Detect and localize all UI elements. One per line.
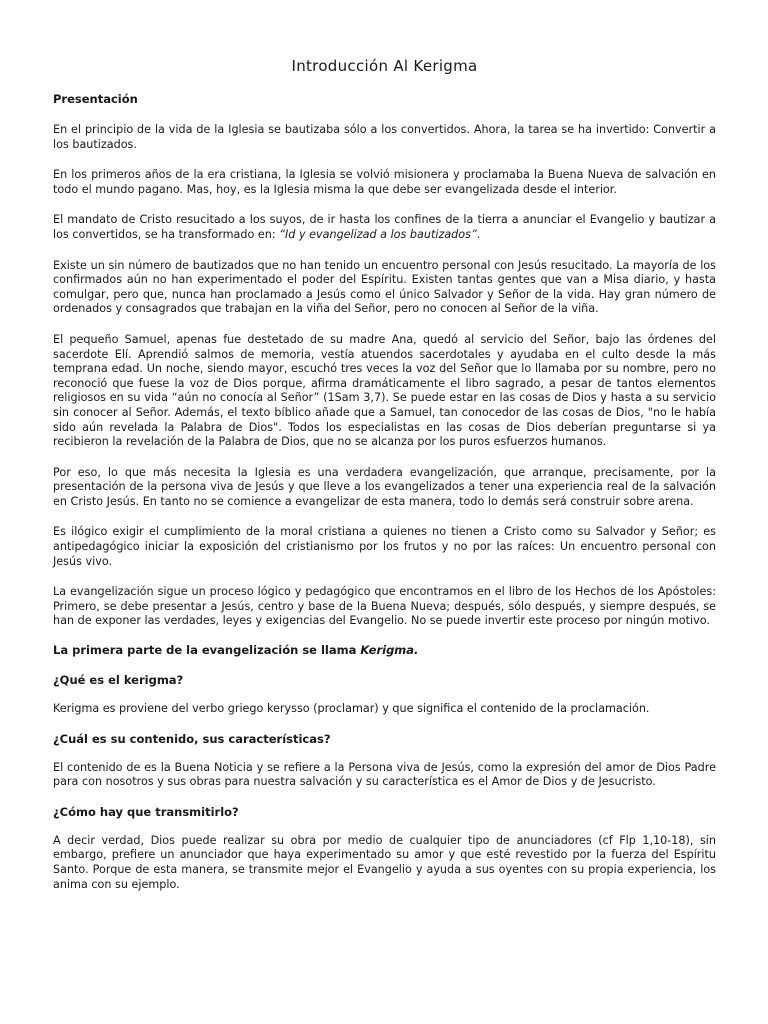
answer-transmitir: A decir verdad, Dios puede realizar su obra por medio de cualquier tipo de anunciadores (cf Flp 1,10-18), sin embargo, prefiere un anunciador que haya experimentado su amor y que esté revestido por la fuerza del Espíritu Santo. Porque de esta manera, se transmite mejor el Evangelio y ayuda a sus oyentes con su propia experiencia, los anima con su ejemplo. xyxy=(53,833,716,891)
paragraph-4: Existe un sin número de bautizados que no han tenido un encuentro personal con Jesús resucitado. La mayoría de los confirmados aún no han experimentado el poder del Espíritu. Existen tantas gentes que van a Misa diario, y hasta comulgar, pero que, nunca han proclamado a Jesús como el único Salvador y Señor de la vida. Hay gran número de ordenados y consagrados que trabajan en la viña del Señor, pero no conocen al Señor de la viña. xyxy=(53,258,716,316)
paragraph-8: La evangelización sigue un proceso lógico y pedagógico que encontramos en el libro de los Hechos de los Apóstoles: Primero, se debe presentar a Jesús, centro y base de la Buena Nueva; después, sólo después, y siempre después, se han de exponer las verdades, leyes y exigencias del Evangelio. No se puede invertir este proceso por ningún motivo. xyxy=(53,585,716,628)
document-title: Introducción Al Kerigma xyxy=(291,57,478,75)
answer-que-es: Kerigma es proviene del verbo griego kerysso (proclamar) y que significa el contenido de la proclamación. xyxy=(53,702,650,716)
kerigma-heading xyxy=(53,643,716,658)
paragraph-3 xyxy=(53,213,716,242)
paragraph-5: El pequeño Samuel, apenas fue destetado de su madre Ana, quedó al servicio del Señor, bajo las órdenes del sacerdote Elí. Aprendió salmos de memoria, vestía atuendos sacerdotales y ayudaba en el culto desde la más temprana edad. Un noche, siendo mayor, escuchó tres veces la voz del Señor que lo llamaba por su nombre, pero no reconoció que fuese la voz de Dios porque, afirma dramáticamente el libro sagrado, a pesar de tantos elementos religiosos en su vida “aún no conocía al Señor” (1Sam 3,7). Se puede estar en las cosas de Dios y hasta a su servicio sin conocer al Señor. Además, el texto bíblico añade que a Samuel, tan conocedor de las cosas de Dios, "no le había sido aún revelada la Palabra de Dios". Todos los especialistas en las cosas de Dios deberían preguntarse si ya recibieron la revelación de la Palabra de Dios, que no se alcanza por los puros esfuerzos humanos. xyxy=(53,332,716,449)
kerigma-heading-emphasis: Kerigma. xyxy=(360,643,419,658)
paragraph-7: Es ilógico exigir el cumplimiento de la moral cristiana a quienes no tienen a Cristo como su Salvador y Señor; es antipedagógico iniciar la exposición del cristianismo por los frutos y no por las raíces: Un encuentro personal con Jesús vivo. xyxy=(53,525,716,568)
paragraph-3-text: El mandato de Cristo resucitado a los suyos, de ir hasta los confines de la tierra a anunciar el Evangelio y bautizar a los convertidos, se ha transformado en: xyxy=(53,213,716,241)
paragraph-1: En el principio de la vida de la Iglesia se bautizaba sólo a los convertidos. Ahora, la tarea se ha invertido: Convertir a los bautizados. xyxy=(53,123,716,151)
paragraph-6: Por eso, lo que más necesita la Iglesia es una verdadera evangelización, que arranque, precisamente, por la presentación de la persona viva de Jesús y que lleve a los evangelizados a tener una experiencia real de la salvación en Cristo Jesús. En tanto no se comience a evangelizar de esta manera, todo lo demás será construir sobre arena. xyxy=(53,465,716,508)
paragraph-2: En los primeros años de la era cristiana, la Iglesia se volvió misionera y proclamaba la Buena Nueva de salvación en todo el mundo pagano. Mas, hoy, es la Iglesia misma la que debe ser evangelizada desde el interior. xyxy=(53,168,716,196)
question-contenido: ¿Cuál es su contenido, sus características? xyxy=(53,731,331,746)
answer-contenido: El contenido de es la Buena Noticia y se refiere a la Persona viva de Jesús, como la expresión del amor de Dios Padre para con nosotros y sus obras para nuestra salvación y su característica es el Amor de Dios y de Jesucristo. xyxy=(53,760,716,789)
section-heading-presentacion: Presentación xyxy=(53,92,138,106)
paragraph-3-quote: “Id y evangelizad a los bautizados” xyxy=(279,227,477,241)
question-que-es: ¿Qué es el kerigma? xyxy=(53,673,184,688)
question-transmitir: ¿Cómo hay que transmitirlo? xyxy=(53,804,239,819)
kerigma-heading-text: La primera parte de la evangelización se llama xyxy=(53,643,361,658)
paragraph-3-end: . xyxy=(476,227,481,241)
